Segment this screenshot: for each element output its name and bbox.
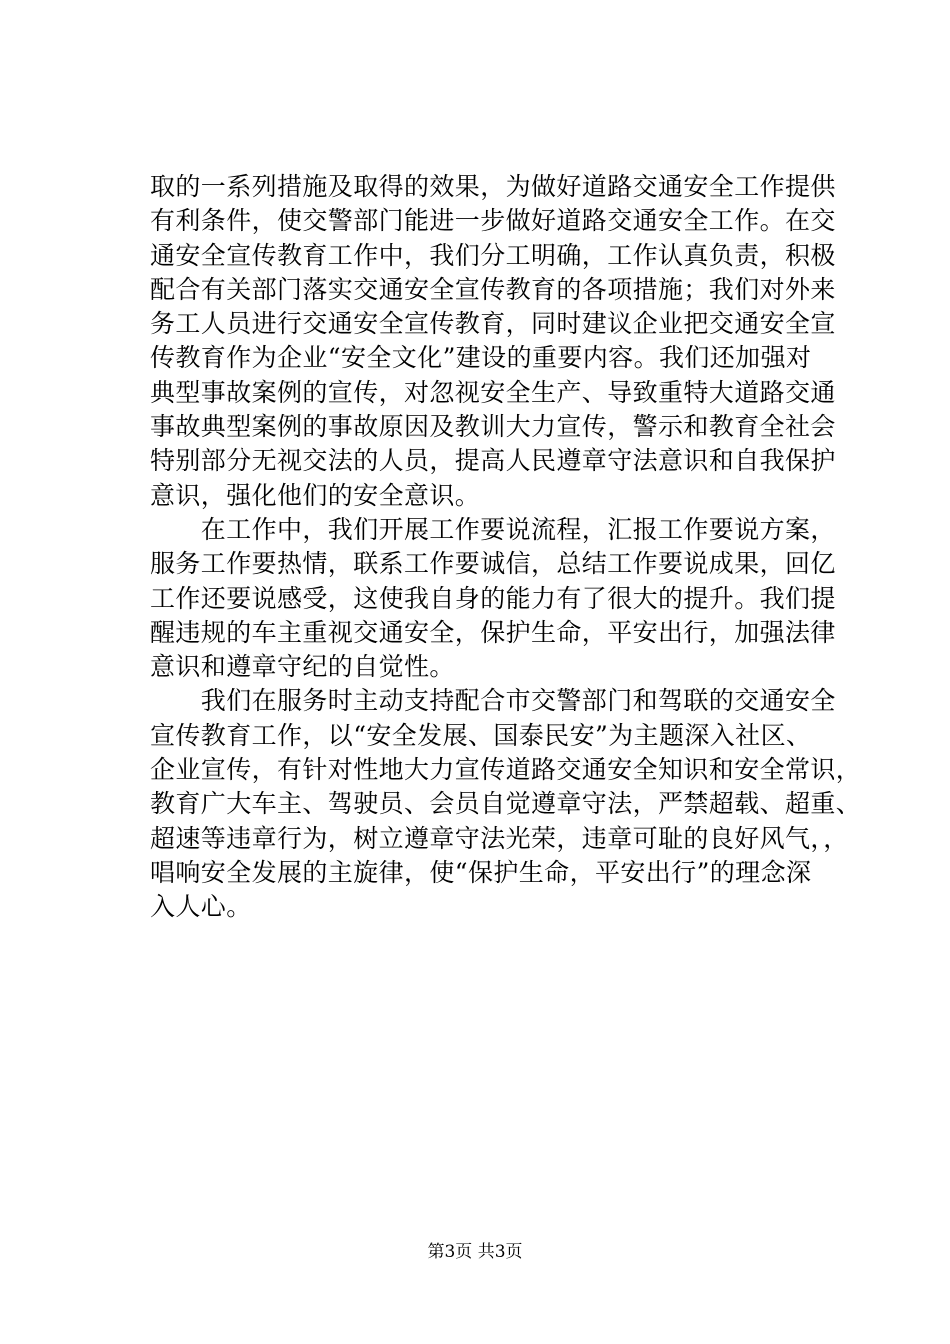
text-line: 务工人员进行交通安全宣传教育，同时建议企业把交通安全宣 [150, 309, 836, 339]
text-line: 教育广大车主、驾驶员、会员自觉遵章守法，严禁超载、超重、 [150, 789, 862, 819]
text-line: 配合有关部门落实交通安全宣传教育的各项措施；我们对外来 [150, 274, 836, 304]
text-line: 我们在服务时主动支持配合市交警部门和驾联的交通安全 [150, 686, 836, 716]
text-line: 工作还要说感受，这使我自身的能力有了很大的提升。我们提 [150, 583, 836, 613]
text-line: 事故典型案例的事故原因及教训大力宣传，警示和教育全社会 [150, 412, 836, 442]
text-line: 典型事故案例的宣传，对忽视安全生产、导致重特大道路交通 [150, 377, 836, 407]
text-line: 意识，强化他们的安全意识。 [150, 480, 481, 510]
text-line: 通安全宣传教育工作中，我们分工明确，工作认真负责，积极 [150, 240, 836, 270]
text-line: 取的一系列措施及取得的效果，为做好道路交通安全工作提供 [150, 172, 836, 201]
text-line: 超速等违章行为，树立遵章守法光荣，违章可耻的良好风气，， [150, 823, 849, 853]
text-line: 传教育作为企业“安全文化”建设的重要内容。我们还加强对 [150, 343, 812, 373]
text-line: 特别部分无视交法的人员，提高人民遵章守法意识和自我保护 [150, 446, 836, 476]
text-line: 入人心。 [150, 892, 252, 922]
text-line: 服务工作要热情，联系工作要诚信，总结工作要说成果，回亿 [150, 549, 836, 579]
text-line: 意识和遵章守纪的自觉性。 [150, 652, 455, 682]
text-line: 企业宣传，有针对性地大力宣传道路交通安全知识和安全常识， [150, 755, 862, 785]
page-number-footer: 第3页 共3页 [427, 1242, 523, 1262]
text-line: 宣传教育工作，以“安全发展、国泰民安”为主题深入社区、 [150, 720, 812, 750]
text-line: 在工作中，我们开展工作要说流程，汇报工作要说方案， [150, 514, 836, 544]
text-line: 唱响安全发展的主旋律，使“保护生命，平安出行”的理念深 [150, 857, 812, 887]
document-body [150, 170, 862, 925]
text-line: 醒违规的车主重视交通安全，保护生命，平安出行，加强法律 [150, 617, 836, 647]
text-line: 有利条件，使交警部门能进一步做好道路交通安全工作。在交 [150, 206, 836, 236]
